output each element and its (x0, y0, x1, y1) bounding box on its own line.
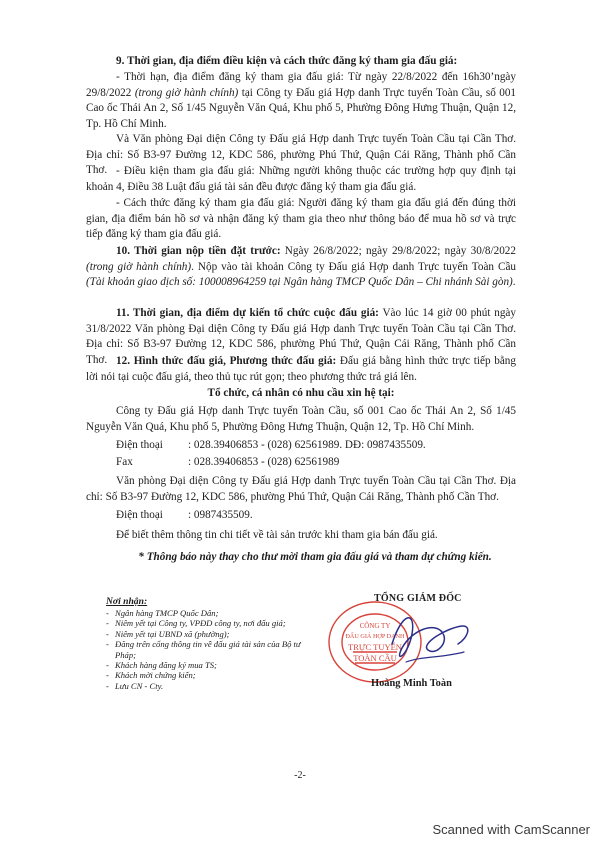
recipients-list (106, 608, 306, 691)
section-9-cantho-office: Và Văn phòng Đại diện Công ty Đấu giá Hợp danh Trực tuyến Toàn Cầu tại Cần Thơ. Địa chỉ: Số B3-97 Đường 12, KDC 586, phường Phú Thứ, Quận Cái Răng, Thành phố Cần Thơ. (86, 133, 516, 177)
contact-phone2-row (116, 508, 253, 523)
recipient-item: - Khách hàng đăng ký mua TS; (106, 660, 306, 670)
section-9-heading: 9. Thời gian, địa điểm điều kiện và cách thức đăng ký tham gia đấu giá: (116, 55, 458, 67)
phone-value: : 028.39406853 - (028) 62561989. DĐ: 0987435509. (188, 439, 426, 451)
signer-name: Hoàng Minh Toàn (371, 678, 452, 689)
contact-cantho-office: Văn phòng Đại diện Công ty Đấu giá Hợp danh Trực tuyến Toàn Cầu tại Cần Thơ. Địa chỉ: Số B3-97 Đường 12, KDC 586, phường Phú Thứ, Quận Cái Răng, Thành phố Cần Thơ. (86, 475, 516, 503)
section-12: 12. Hình thức đấu giá, Phương thức đấu giá: Đấu giá bằng hình thức trực tiếp bằng lời nói tại cuộc đấu giá, theo thủ tục rút gọn; theo phương thức trả giá lên. (86, 355, 516, 383)
contact-heading: Tổ chức, cá nhân có nhu cầu xin hệ tại: (207, 387, 395, 399)
more-info-line: Để biết thêm thông tin chi tiết về tài sản trước khi tham gia bán đấu giá. (116, 529, 438, 541)
contact-phone-row (116, 438, 426, 453)
recipient-item: - Ngân hàng TMCP Quốc Dân; (106, 608, 306, 618)
section-11: 11. Thời gian, địa điểm dự kiến tổ chức cuộc đấu giá: Vào lúc 14 giờ 00 phút ngày 31/8/2022 Văn phòng Đại diện Công ty Đấu giá Hợp danh Trực tuyến Toàn Cầu tại Cần Thơ. Địa chỉ: Số B3-97 Đường 12, KDC 586, phường Phú Thứ, Quận Cái Răng, Thành phố Cần Thơ. (86, 307, 516, 366)
phone2-value: : 0987435509. (188, 509, 253, 521)
camscanner-watermark: Scanned with CamScanner (432, 822, 590, 837)
recipients-title: Nơi nhận: (106, 596, 148, 607)
section-9-registration-time: - Thời hạn, địa điểm đăng ký tham gia đấu giá: Từ ngày 22/8/2022 đến 16h30’ngày 29/8/2022 (trong giờ hành chính) tại Công ty Đấu giá Hợp danh Trực tuyến Toàn Cầu, số 001 Cao ốc Thái An 2, Số 1/45 Nguyễn Văn Quá, Khu phố 5, Phường Đông Hưng Thuận, Quận 12, Tp. Hồ Chí Minh. (86, 71, 517, 130)
section-9-method: - Cách thức đăng ký tham gia đấu giá: Người đăng ký tham gia đấu giá đến đúng thời gian, địa điểm bán hồ sơ và nhận đăng ký tham gia theo như thông báo để mua hồ sơ và trực tiếp đăng ký tham gia đấu giá. (86, 197, 516, 241)
signer-title: TỔNG GIÁM ĐỐC (374, 593, 462, 604)
notice-line: * Thông báo này thay cho thư mời tham gia đấu giá và tham dự chứng kiến. (138, 551, 492, 563)
page-number: -2- (294, 770, 306, 781)
fax-value: : 028.39406853 - (028) 62561989 (188, 456, 340, 468)
recipient-item: - Lưu CN - Cty. (106, 681, 306, 691)
svg-text:TOÀN CẦU: TOÀN CẦU (353, 653, 397, 663)
svg-text:TRỰC TUYẾN: TRỰC TUYẾN (348, 642, 402, 652)
svg-text:ĐẤU GIÁ HỢP DANH: ĐẤU GIÁ HỢP DANH (345, 633, 405, 640)
recipient-item: - Khách mời chứng kiến; (106, 670, 306, 680)
recipient-item: - Niêm yết tại UBND xã (phường); (106, 629, 306, 639)
fax-label: Fax (116, 456, 133, 468)
svg-text:CÔNG TY: CÔNG TY (359, 622, 391, 630)
recipient-item: - Niêm yết tại Công ty, VPĐD công ty, nơi đấu giá; (106, 618, 306, 628)
contact-company-address: Công ty Đấu giá Hợp danh Trực tuyến Toàn Cầu, số 001 Cao ốc Thái An 2, Số 1/45 Nguyễn Văn Quá, Khu phố 5, Phường Đông Hưng Thuận, Quận 12, Tp. Hồ Chí Minh. (86, 405, 516, 433)
contact-fax-row (116, 455, 339, 470)
phone-label: Điện thoại (116, 439, 163, 451)
recipient-item: - Đăng trên cổng thông tin về đấu giá tài sản của Bộ tư Pháp; (106, 639, 306, 660)
signature (372, 604, 482, 678)
section-9-conditions: - Điều kiện tham gia đấu giá: Những người không thuộc các trường hợp quy định tại khoản 4, Điều 38 Luật đấu giá tài sản đều được đăng ký tham gia đấu giá. (86, 165, 516, 193)
phone2-label: Điện thoại (116, 509, 163, 521)
section-10: 10. Thời gian nộp tiền đặt trước: Ngày 26/8/2022; ngày 29/8/2022; ngày 30/8/2022 (trong giờ hành chính). Nộp vào tài khoản Công ty Đấu giá Hợp danh Trực tuyến Toàn Cầu (Tài khoản giao dịch số: 100008964259 tại Ngân hàng TMCP Quốc Dân – Chi nhánh Sài gòn). (86, 245, 517, 289)
